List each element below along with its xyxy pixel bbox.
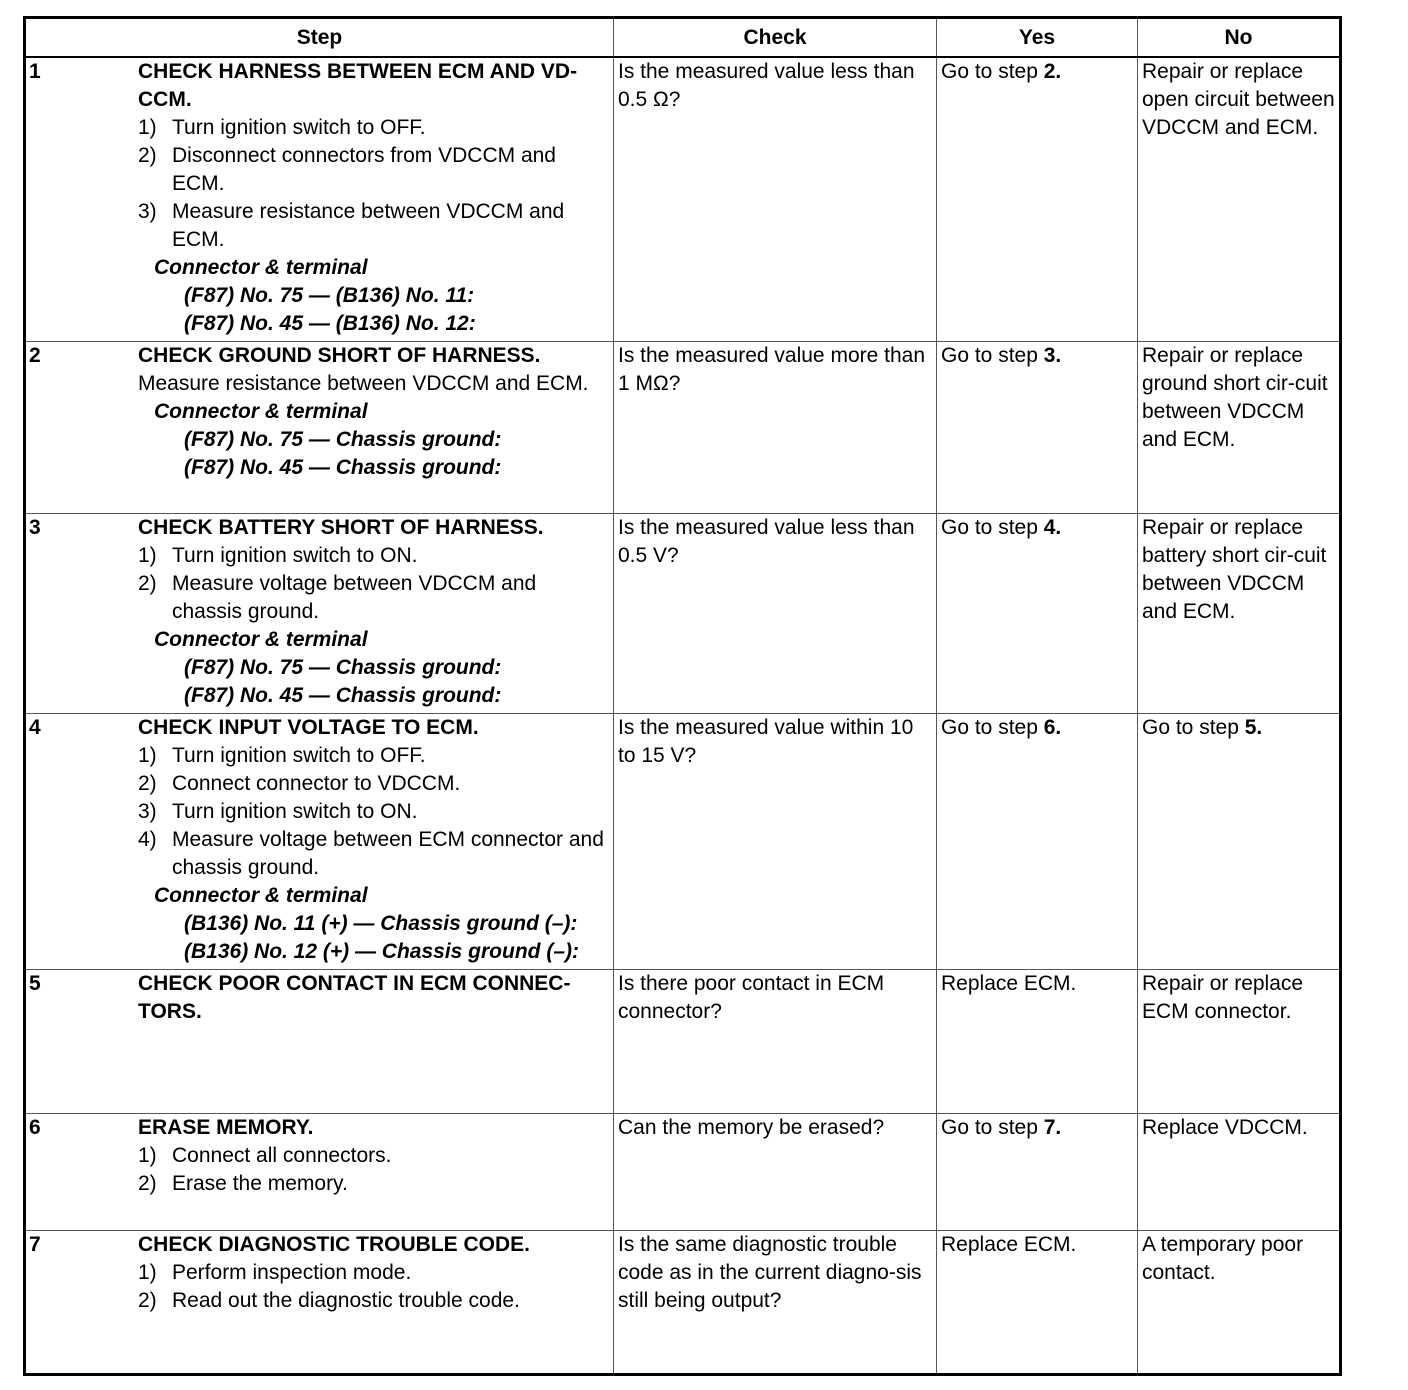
no-text: Repair or replace ground short cir-cuit between VDCCM and ECM. bbox=[1142, 343, 1328, 451]
step-cell bbox=[25, 1113, 614, 1230]
step-title: CHECK INPUT VOLTAGE TO ECM. bbox=[138, 715, 479, 739]
yes-step-ref: 4. bbox=[1043, 515, 1062, 539]
table-row bbox=[25, 713, 1341, 969]
table-row bbox=[25, 57, 1341, 341]
no-text: A temporary poor contact. bbox=[1142, 1232, 1304, 1284]
step-number: 3 bbox=[29, 515, 41, 539]
substep-number: 2) bbox=[138, 1171, 157, 1195]
no-step-ref: 5. bbox=[1244, 715, 1263, 739]
no-action bbox=[1138, 58, 1339, 142]
no-action bbox=[1138, 1114, 1339, 1142]
yes-cell bbox=[937, 513, 1138, 713]
no-cell bbox=[1138, 513, 1341, 713]
step-body bbox=[138, 1231, 613, 1315]
check-cell bbox=[614, 1230, 937, 1374]
step-title: CHECK POOR CONTACT IN ECM CONNEC-TORS. bbox=[138, 971, 571, 1023]
substep-number: 1) bbox=[138, 743, 157, 767]
no-action bbox=[1138, 514, 1339, 626]
connector-terminal-spec: (B136) No. 11 (+) — Chassis ground (–): bbox=[184, 911, 578, 935]
yes-step-ref: 7. bbox=[1043, 1115, 1062, 1139]
substep-text: Read out the diagnostic trouble code. bbox=[172, 1288, 520, 1312]
connector-terminal-spec: (F87) No. 45 — Chassis ground: bbox=[184, 455, 502, 479]
step-cell bbox=[25, 513, 614, 713]
yes-text: Go to step bbox=[941, 343, 1044, 367]
yes-text: Go to step bbox=[941, 1115, 1044, 1139]
step-title: CHECK BATTERY SHORT OF HARNESS. bbox=[138, 515, 544, 539]
connector-terminal-label: Connector & terminal bbox=[154, 627, 368, 651]
no-text: Repair or replace open circuit between VDCCM and ECM. bbox=[1142, 60, 1335, 139]
header-row bbox=[25, 18, 1341, 58]
substep-text: Measure voltage between VDCCM and chassis ground. bbox=[172, 571, 537, 623]
check-cell bbox=[614, 57, 937, 341]
substep-text: Disconnect connectors from VDCCM and ECM. bbox=[172, 144, 556, 195]
substep bbox=[138, 198, 611, 254]
check-cell bbox=[614, 513, 937, 713]
step-title: CHECK HARNESS BETWEEN ECM AND VD-CCM. bbox=[138, 60, 578, 111]
step-body bbox=[138, 970, 613, 1026]
connector-terminal-spec: (F87) No. 75 — Chassis ground: bbox=[184, 655, 502, 679]
no-text: Replace VDCCM. bbox=[1142, 1115, 1308, 1139]
substep-number: 2) bbox=[138, 571, 157, 595]
no-action bbox=[1138, 342, 1339, 454]
check-text: Is there poor contact in ECM connector? bbox=[618, 971, 885, 1023]
substep-number: 2) bbox=[138, 1288, 157, 1312]
yes-text: Replace ECM. bbox=[941, 971, 1077, 995]
no-text: Repair or replace battery short cir-cuit between VDCCM and ECM. bbox=[1142, 515, 1327, 623]
connector-terminal-spec: (F87) No. 45 — (B136) No. 12: bbox=[184, 312, 476, 335]
connector-terminal-spec: (F87) No. 75 — Chassis ground: bbox=[184, 427, 502, 451]
yes-action bbox=[937, 1231, 1137, 1259]
substep-text: Perform inspection mode. bbox=[172, 1260, 412, 1284]
yes-step-ref: 3. bbox=[1043, 343, 1062, 367]
substep bbox=[138, 798, 611, 826]
substep-text: Turn ignition switch to ON. bbox=[172, 799, 418, 823]
yes-step-ref: 6. bbox=[1043, 715, 1062, 739]
check-cell bbox=[614, 341, 937, 513]
substep bbox=[138, 542, 611, 570]
substep-text: Erase the memory. bbox=[172, 1171, 348, 1195]
substep bbox=[138, 826, 611, 882]
header-step: Step bbox=[25, 18, 614, 58]
no-action bbox=[1138, 1231, 1339, 1287]
no-text: Repair or replace ECM connector. bbox=[1142, 971, 1304, 1023]
step-body bbox=[138, 342, 613, 482]
step-number: 6 bbox=[29, 1115, 41, 1139]
step-instruction: Measure resistance between VDCCM and ECM. bbox=[138, 371, 589, 395]
table-row bbox=[25, 341, 1341, 513]
header-yes: Yes bbox=[937, 18, 1138, 58]
substep-number: 3) bbox=[138, 799, 157, 823]
check-cell bbox=[614, 713, 937, 969]
substep-text: Measure resistance between VDCCM and ECM. bbox=[172, 200, 565, 251]
step-cell bbox=[25, 57, 614, 341]
step-number: 1 bbox=[29, 60, 41, 83]
substep-number: 1) bbox=[138, 1260, 157, 1284]
diagnostic-table bbox=[23, 16, 1342, 1376]
step-number: 2 bbox=[29, 343, 41, 367]
substep-number: 2) bbox=[138, 771, 157, 795]
check-text: Is the measured value within 10 to 15 V? bbox=[618, 715, 914, 767]
yes-cell bbox=[937, 713, 1138, 969]
yes-text: Go to step bbox=[941, 60, 1044, 83]
substep-text: Measure voltage between ECM connector and chassis ground. bbox=[172, 827, 604, 879]
substep bbox=[138, 114, 611, 142]
yes-cell bbox=[937, 1113, 1138, 1230]
substep-text: Connect all connectors. bbox=[172, 1143, 392, 1167]
substep-number: 1) bbox=[138, 116, 157, 139]
no-cell bbox=[1138, 713, 1341, 969]
connector-terminal-label: Connector & terminal bbox=[154, 883, 368, 907]
no-cell bbox=[1138, 1230, 1341, 1374]
yes-action bbox=[937, 1114, 1137, 1142]
no-cell bbox=[1138, 1113, 1341, 1230]
substep-number: 1) bbox=[138, 1143, 157, 1167]
yes-cell bbox=[937, 57, 1138, 341]
check-cell bbox=[614, 969, 937, 1113]
substep-number: 1) bbox=[138, 543, 157, 567]
connector-terminal-spec: (F87) No. 45 — Chassis ground: bbox=[184, 683, 502, 707]
substep-text: Turn ignition switch to OFF. bbox=[172, 743, 426, 767]
substep-text: Turn ignition switch to OFF. bbox=[172, 116, 426, 139]
table-row bbox=[25, 969, 1341, 1113]
check-text: Is the measured value more than 1 MΩ? bbox=[618, 343, 926, 395]
step-body bbox=[138, 1114, 613, 1198]
yes-text: Replace ECM. bbox=[941, 1232, 1077, 1256]
yes-cell bbox=[937, 341, 1138, 513]
yes-cell bbox=[937, 969, 1138, 1113]
step-body bbox=[138, 58, 613, 338]
no-cell bbox=[1138, 341, 1341, 513]
step-cell bbox=[25, 341, 614, 513]
step-body bbox=[138, 714, 613, 966]
check-text: Is the measured value less than 0.5 Ω? bbox=[618, 60, 915, 111]
substep bbox=[138, 742, 611, 770]
substep bbox=[138, 1170, 611, 1198]
connector-terminal-label: Connector & terminal bbox=[154, 256, 368, 279]
no-text: Go to step bbox=[1142, 715, 1245, 739]
check-text: Is the same diagnostic trouble code as in the current diagno-sis still being output? bbox=[618, 1232, 922, 1312]
step-number: 4 bbox=[29, 715, 41, 739]
header-no: No bbox=[1138, 18, 1341, 58]
substep bbox=[138, 770, 611, 798]
yes-text: Go to step bbox=[941, 715, 1044, 739]
check-text: Can the memory be erased? bbox=[618, 1115, 885, 1139]
step-number: 5 bbox=[29, 971, 41, 995]
substep bbox=[138, 570, 611, 626]
yes-action bbox=[937, 970, 1137, 998]
yes-action bbox=[937, 58, 1137, 86]
substep-number: 3) bbox=[138, 200, 157, 223]
no-cell bbox=[1138, 57, 1341, 341]
check-cell bbox=[614, 1113, 937, 1230]
connector-terminal-spec: (B136) No. 12 (+) — Chassis ground (–): bbox=[184, 939, 579, 963]
substep bbox=[138, 142, 611, 198]
substep-text: Connect connector to VDCCM. bbox=[172, 771, 461, 795]
substep bbox=[138, 1259, 611, 1287]
yes-action bbox=[937, 342, 1137, 370]
substep bbox=[138, 1287, 611, 1315]
no-cell bbox=[1138, 969, 1341, 1113]
step-body bbox=[138, 514, 613, 710]
check-text: Is the measured value less than 0.5 V? bbox=[618, 515, 915, 567]
yes-action bbox=[937, 514, 1137, 542]
table-row bbox=[25, 1113, 1341, 1230]
step-number: 7 bbox=[29, 1232, 41, 1256]
substep-number: 4) bbox=[138, 827, 157, 851]
no-action bbox=[1138, 970, 1339, 1026]
step-cell bbox=[25, 969, 614, 1113]
connector-terminal-label: Connector & terminal bbox=[154, 399, 368, 423]
step-title: CHECK GROUND SHORT OF HARNESS. bbox=[138, 343, 541, 367]
table-row bbox=[25, 513, 1341, 713]
step-cell bbox=[25, 713, 614, 969]
header-check: Check bbox=[614, 18, 937, 58]
no-action bbox=[1138, 714, 1339, 742]
table-row bbox=[25, 1230, 1341, 1374]
step-title: ERASE MEMORY. bbox=[138, 1115, 314, 1139]
substep-number: 2) bbox=[138, 144, 157, 167]
yes-cell bbox=[937, 1230, 1138, 1374]
substep-text: Turn ignition switch to ON. bbox=[172, 543, 418, 567]
substep bbox=[138, 1142, 611, 1170]
step-title: CHECK DIAGNOSTIC TROUBLE CODE. bbox=[138, 1232, 531, 1256]
yes-action bbox=[937, 714, 1137, 742]
connector-terminal-spec: (F87) No. 75 — (B136) No. 11: bbox=[184, 284, 475, 307]
yes-step-ref: 2. bbox=[1043, 60, 1062, 83]
yes-text: Go to step bbox=[941, 515, 1044, 539]
step-cell bbox=[25, 1230, 614, 1374]
